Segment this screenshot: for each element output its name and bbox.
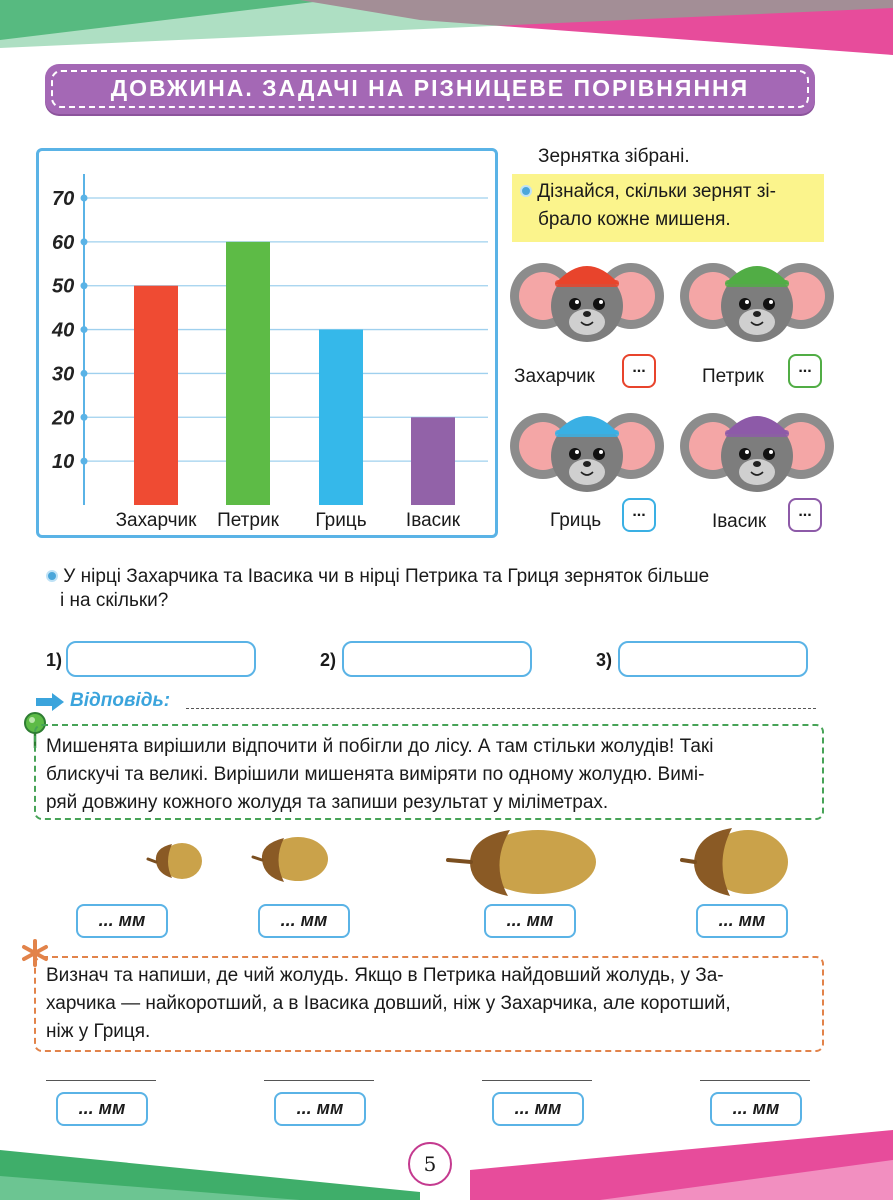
y-tick-label: 30 [52,363,75,386]
acorn-length-field-1[interactable]: ... мм [76,904,168,938]
mouse-name-zakharchyk: Захарчик [514,366,595,387]
owner-length-field-2[interactable]: ... мм [274,1092,366,1126]
solution-field-1[interactable] [66,641,256,677]
answer-box-ivasyk[interactable]: ... [788,498,822,532]
y-tick-label: 70 [52,188,75,210]
mouse-name-hryts: Гриць [550,510,602,531]
bullet-icon [520,185,532,197]
mouse-3 [510,413,664,492]
y-tick-label: 10 [52,451,75,474]
page-number: 5 [408,1142,452,1186]
y-tick-label: 40 [52,319,75,342]
answer-box-hryts[interactable]: ... [622,498,656,532]
bar-3 [319,330,363,505]
page-title: ДОВЖИНА. ЗАДАЧІ НА РІЗНИЦЕВЕ ПОРІВНЯННЯ [110,75,750,101]
owner-name-line-2[interactable] [264,1080,374,1081]
mouse-name-petryk: Петрик [702,366,764,387]
owner-length-field-1[interactable]: ... мм [56,1092,148,1126]
y-tick-label: 60 [52,231,75,254]
answer-box-zakharchyk[interactable]: ... [622,354,656,388]
solution-field-2[interactable] [342,641,532,677]
owner-length-field-3[interactable]: ... мм [492,1092,584,1126]
bar-2 [226,242,270,505]
bullet-icon [46,570,58,582]
solution-field-3[interactable] [618,641,808,677]
bar-1 [134,286,178,505]
x-tick-label: Захарчик [115,510,197,531]
bar-chart [36,148,498,538]
x-tick-label: Гриць [315,510,367,531]
mouse-2 [680,263,834,342]
task-ask: Дізнайся, скільки зернят зі- брало кожне мишеня. [520,178,776,234]
acorn-length-field-2[interactable]: ... мм [258,904,350,938]
answer-label: Відповідь: [70,690,171,711]
mouse-name-ivasyk: Івасик [712,511,767,532]
solution-label-1: 1) [46,650,63,670]
acorn-1 [148,843,202,879]
owner-name-line-4[interactable] [700,1080,810,1081]
solution-label-2: 2) [320,650,337,670]
answer-line[interactable] [186,708,816,709]
owner-name-line-1[interactable] [46,1080,156,1081]
acorn-length-field-3[interactable]: ... мм [484,904,576,938]
mouse-1 [510,263,664,342]
acorn-length-field-4[interactable]: ... мм [696,904,788,938]
answer-box-petryk[interactable]: ... [788,354,822,388]
task-intro: Зернятка зібрані. [538,146,690,167]
x-tick-label: Петрик [217,510,279,531]
arrow-icon [36,692,66,712]
bar-4 [411,417,455,505]
owner-name-line-3[interactable] [482,1080,592,1081]
y-tick-label: 20 [52,407,75,430]
comparison-question: У нірці Захарчика та Івасика чи в нірці Петрика та Гриця зерняток більше і на скільки? [46,565,826,613]
acorns-illustration [70,822,830,902]
owner-task-text: Визнач та напиши, де чий жолудь. Якщо в Петрика найдовший жолудь, у За- харчика — найкоротший, а в Івасика довший, ніж у Захарчика, але коротший, ніж у Гриця. [46,965,731,1042]
acorn-2 [253,837,328,882]
acorn-task-text: Мишенята вирішили відпочити й побігли до лісу. А там стільки жолудів! Такі блискучі та великі. Вирішили мишенята виміряти по одному жолудю. Вимі- ряй довжину кожного жолудя та запиши результат у міліметрах. [46,736,714,813]
title-banner [45,64,815,114]
y-tick-label: 50 [52,275,75,298]
solution-label-3: 3) [596,650,613,670]
acorn-3 [448,830,596,896]
owner-length-field-4[interactable]: ... мм [710,1092,802,1126]
acorn-4 [682,828,788,896]
mouse-4 [680,413,834,492]
top-decoration [0,0,893,60]
x-tick-label: Івасик [405,510,461,531]
